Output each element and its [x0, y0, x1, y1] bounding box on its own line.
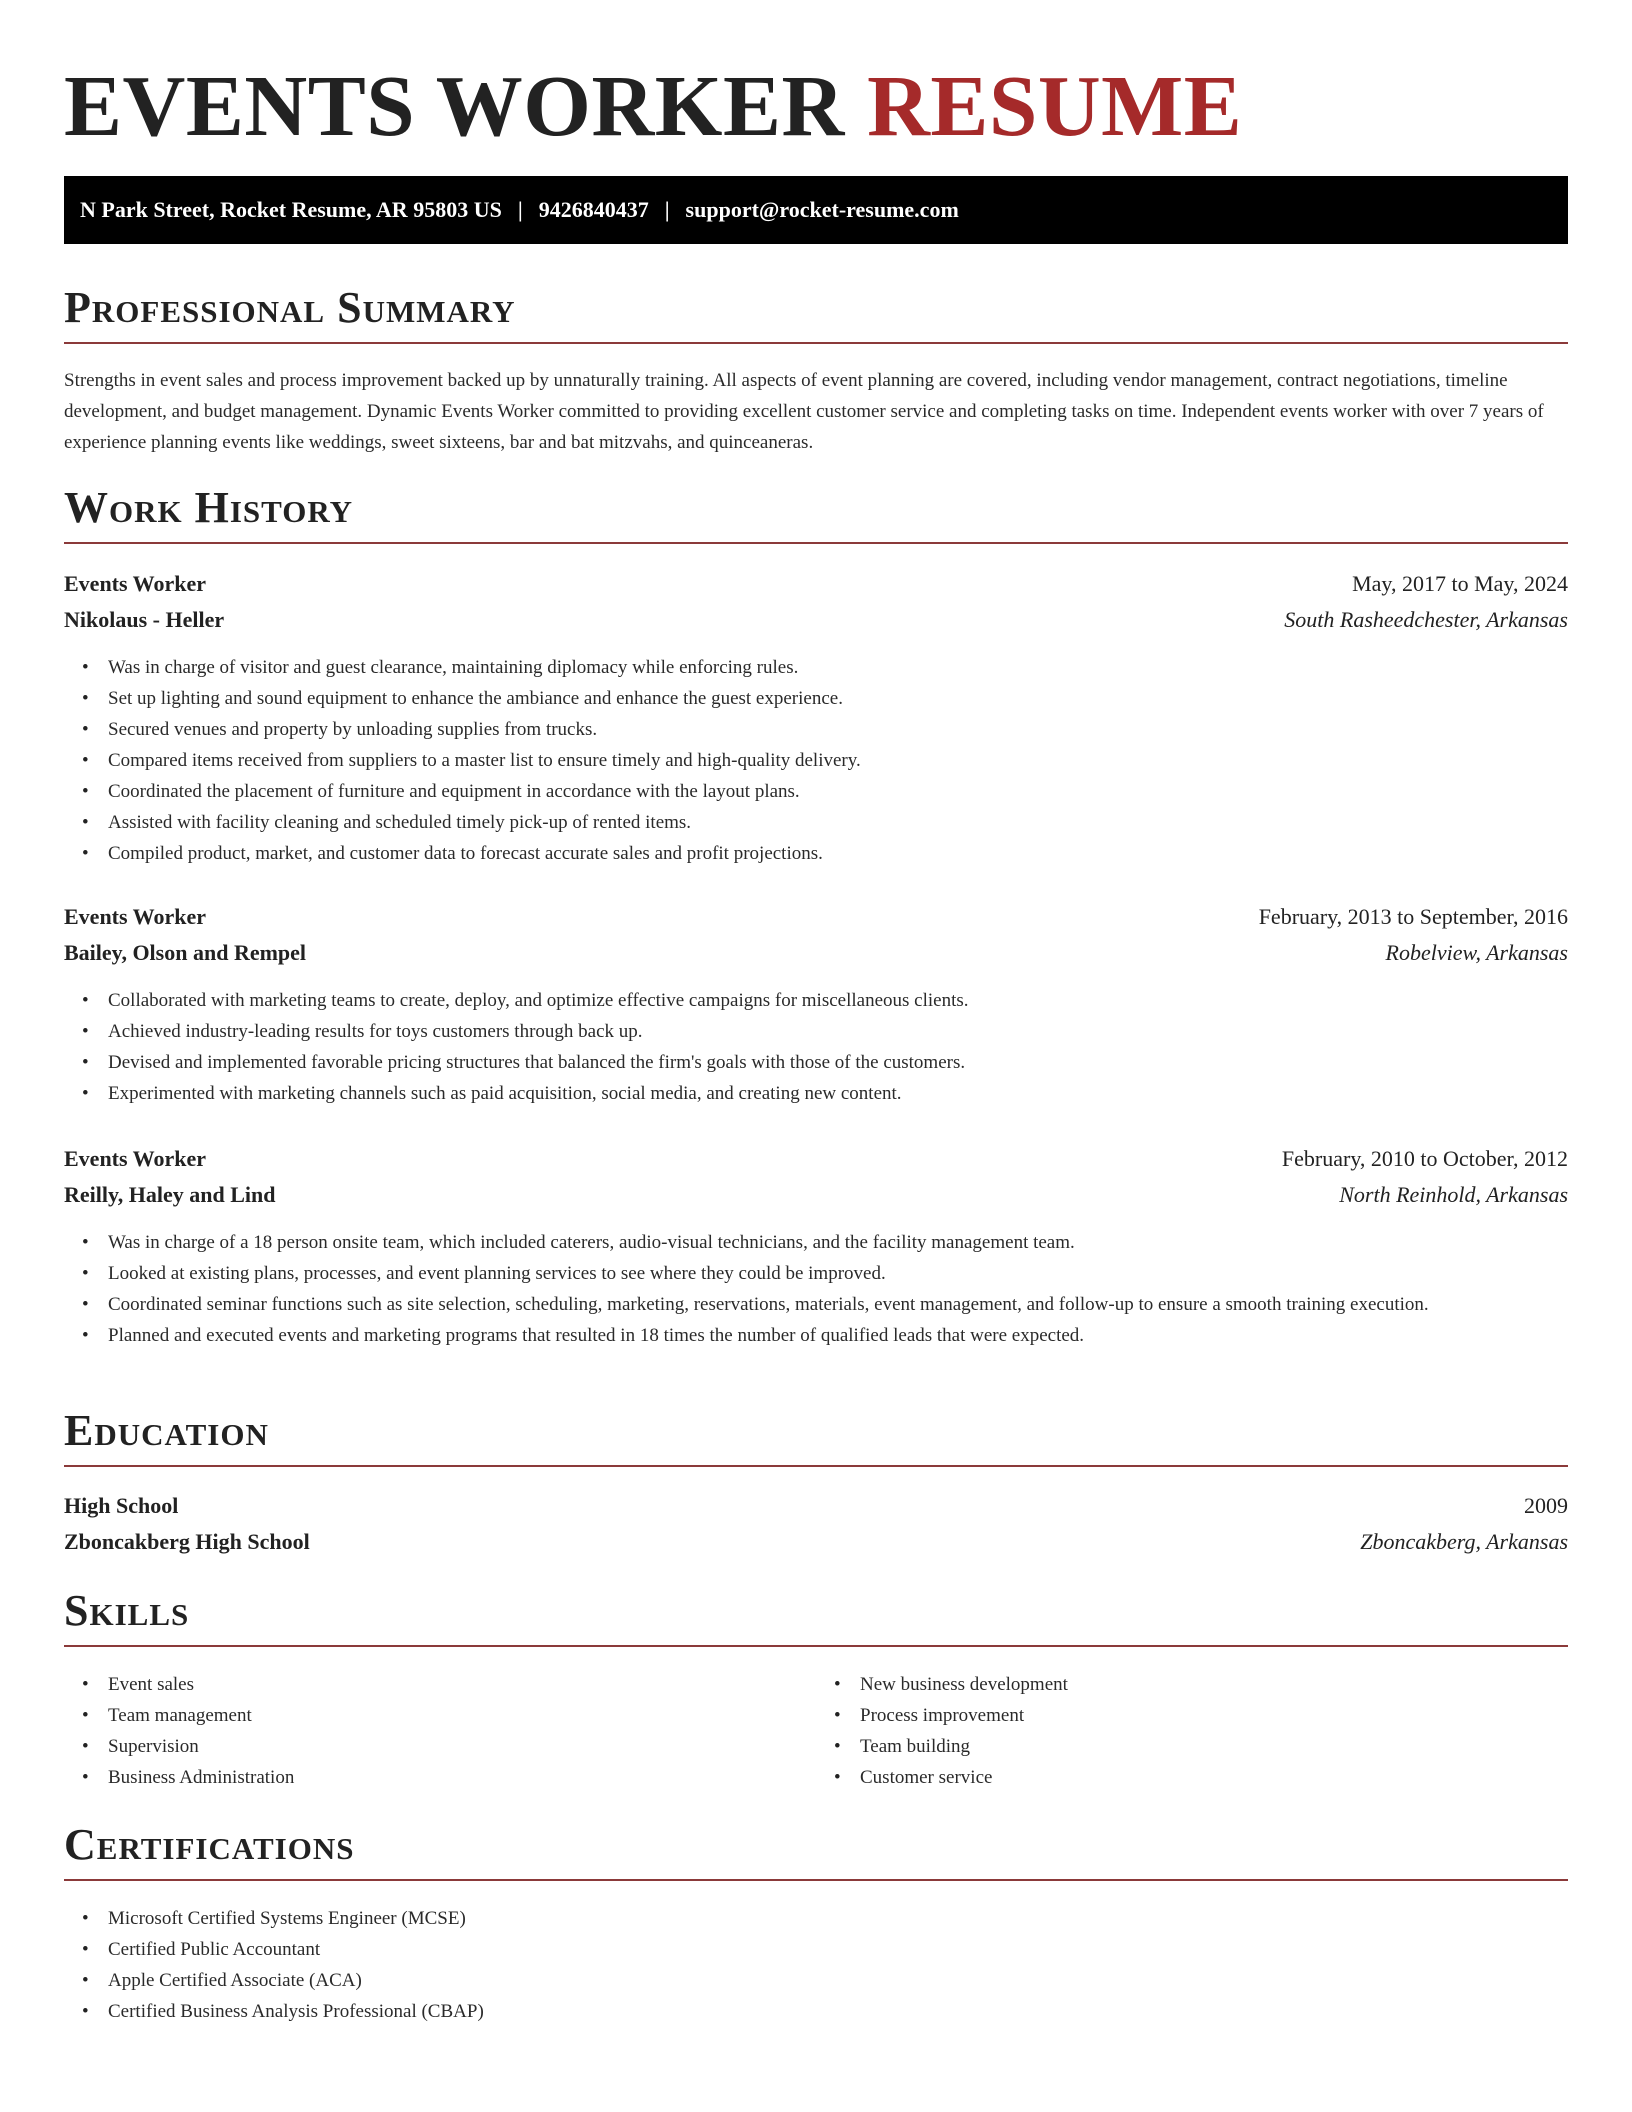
certification-item: • Apple Certified Associate (ACA): [108, 1965, 1568, 1996]
job-entry-2: [64, 899, 1568, 1109]
job-company: Nikolaus - Heller: [64, 607, 225, 632]
education-year: 2009: [1524, 1493, 1568, 1518]
job-duty-item: • Collaborated with marketing teams to create, deploy, and optimize effective campaigns for miscellaneous clients.: [108, 985, 1568, 1016]
job-duty-item: • Compiled product, market, and customer data to forecast accurate sales and profit projections.: [108, 838, 1568, 869]
title-main: EVENTS WORKER: [64, 57, 845, 154]
skill-item: • Business Administration: [108, 1762, 816, 1793]
job-title: Events Worker: [64, 1146, 206, 1171]
certification-item: • Microsoft Certified Systems Engineer (MCSE): [108, 1903, 1568, 1934]
job-company: Reilly, Haley and Lind: [64, 1182, 276, 1207]
job-location: North Reinhold, Arkansas: [1339, 1182, 1568, 1207]
work-history-heading: Work History: [64, 482, 1568, 544]
job-duty-item: • Set up lighting and sound equipment to enhance the ambiance and enhance the guest experience.: [108, 683, 1568, 714]
job-dates: May, 2017 to May, 2024: [1352, 571, 1568, 596]
contact-separator: |: [517, 197, 523, 222]
contact-bar: [64, 176, 1568, 244]
skill-item: • Team management: [108, 1700, 816, 1731]
job-duty-item: • Coordinated the placement of furniture and equipment in accordance with the layout plans.: [108, 776, 1568, 807]
skills-heading: Skills: [64, 1585, 1568, 1647]
job-location: South Rasheedchester, Arkansas: [1284, 607, 1568, 632]
education-school: Zboncakberg High School: [64, 1529, 310, 1554]
job-dates: February, 2010 to October, 2012: [1281, 1146, 1568, 1171]
job-duty-item: • Experimented with marketing channels such as paid acquisition, social media, and creating new content.: [108, 1078, 1568, 1109]
skill-item: • Team building: [860, 1731, 1568, 1762]
skill-item: • Process improvement: [860, 1700, 1568, 1731]
summary-text: Strengths in event sales and process improvement backed up by unnaturally training. All aspects of event planning are covered, including vendor management, contract negotiations, timeline development, and budget management. Dynamic Events Worker committed to providing excellent customer service and completing tasks on time. Independent events worker with over 7 years of experience planning events like weddings, sweet sixteens, bar and bat mitzvahs, and quinceaneras.: [64, 370, 1544, 453]
certification-item: • Certified Public Accountant: [108, 1934, 1568, 1965]
job-duties: [64, 985, 1568, 1109]
contact-separator: |: [664, 197, 670, 222]
certifications-block: [64, 1903, 1568, 2027]
skills-list-right: [816, 1669, 1568, 1793]
certifications-heading: Certifications: [64, 1819, 1568, 1881]
contact-email: support@rocket-resume.com: [685, 197, 959, 222]
job-duty-item: • Coordinated seminar functions such as site selection, scheduling, marketing, reservations, materials, event management, and follow-up to ensure a smooth training execution.: [108, 1289, 1568, 1320]
job-entry-1: [64, 566, 1568, 869]
title-accent: RESUME: [867, 57, 1243, 154]
certification-item: • Certified Business Analysis Professional (CBAP): [108, 1996, 1568, 2027]
skills-list-left: [64, 1669, 816, 1793]
job-location: Robelview, Arkansas: [1385, 940, 1568, 965]
job-title: Events Worker: [64, 904, 206, 929]
job-duty-item: • Planned and executed events and marketing programs that resulted in 18 times the number of qualified leads that were expected.: [108, 1320, 1568, 1351]
contact-address: N Park Street, Rocket Resume, AR 95803 US: [80, 197, 502, 222]
job-duty-item: • Achieved industry-leading results for toys customers through back up.: [108, 1016, 1568, 1047]
job-duty-item: • Was in charge of visitor and guest clearance, maintaining diplomacy while enforcing rules.: [108, 652, 1568, 683]
job-duty-item: • Compared items received from suppliers to a master list to ensure timely and high-quality delivery.: [108, 745, 1568, 776]
summary-heading: Professional Summary: [64, 282, 1568, 344]
resume-title: [64, 56, 1242, 156]
certifications-list: [64, 1903, 1568, 2027]
job-title: Events Worker: [64, 571, 206, 596]
job-duty-item: • Looked at existing plans, processes, and event planning services to see where they could be improved.: [108, 1258, 1568, 1289]
skill-item: • Event sales: [108, 1669, 816, 1700]
skill-item: • Customer service: [860, 1762, 1568, 1793]
skill-item: • Supervision: [108, 1731, 816, 1762]
job-duty-item: • Secured venues and property by unloading supplies from trucks.: [108, 714, 1568, 745]
contact-phone: 9426840437: [538, 197, 649, 222]
education-entry: [64, 1488, 1568, 1560]
education-degree: High School: [64, 1493, 179, 1518]
skills-grid: [64, 1669, 1568, 1793]
job-dates: February, 2013 to September, 2016: [1258, 904, 1568, 929]
job-duty-item: • Was in charge of a 18 person onsite team, which included caterers, audio-visual technicians, and the facility management team.: [108, 1227, 1568, 1258]
job-entry-3: [64, 1141, 1568, 1351]
education-location: Zboncakberg, Arkansas: [1360, 1529, 1568, 1554]
job-company: Bailey, Olson and Rempel: [64, 940, 307, 965]
job-duties: [64, 1227, 1568, 1351]
education-heading: Education: [64, 1405, 1568, 1467]
skill-item: • New business development: [860, 1669, 1568, 1700]
job-duty-item: • Assisted with facility cleaning and scheduled timely pick-up of rented items.: [108, 807, 1568, 838]
job-duties: [64, 652, 1568, 869]
job-duty-item: • Devised and implemented favorable pricing structures that balanced the firm's goals with those of the customers.: [108, 1047, 1568, 1078]
